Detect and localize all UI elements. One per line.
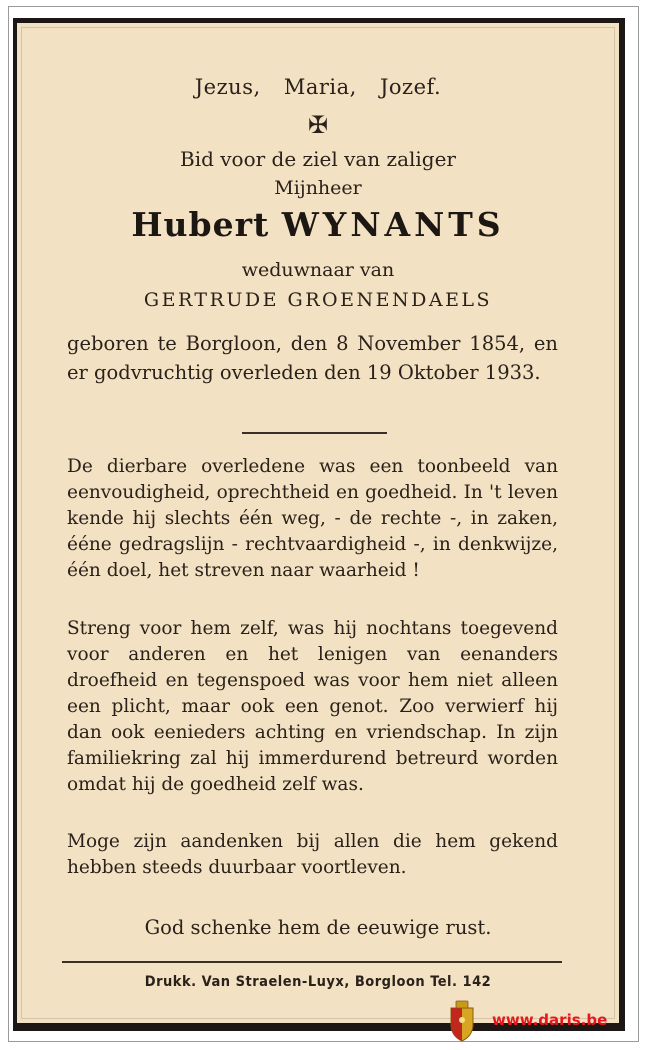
cross-icon: ✠ — [307, 111, 329, 139]
surname: WYNANTS — [281, 205, 505, 244]
coat-of-arms-icon — [447, 1000, 477, 1042]
widower-line: weduwnaar van — [241, 259, 395, 281]
invocation-text: Jezus, Maria, Jozef. — [194, 75, 442, 99]
tribute-paragraph-2: Streng voor hem zelf, was hij nochtans toegevend voor anderen en het lenigen van eenanders droefheid en tegenspoed was voor hem niet alleen een plicht, maar ook een genot. Zoo verwierf hij dan ook eenieders achting en vriendschap. In zijn familiekring zal hij immerdurend betreurd worden omdat hij de goedheid zelf was. — [67, 618, 558, 795]
deceased-name — [17, 205, 619, 244]
closing-prayer: God schenke hem de eeuwige rust. — [144, 916, 492, 939]
birth-death-paragraph: geboren te Borgloon, den 8 November 1854, en er godvruchtig overleden den 19 Oktober 1933. — [67, 332, 558, 384]
honorific-title: Mijnheer — [274, 177, 362, 199]
memorial-card — [13, 18, 625, 1031]
section-divider — [242, 432, 387, 434]
prayer-line: Bid voor de ziel van zaliger — [180, 147, 456, 171]
spouse-name: GERTRUDE GROENENDAELS — [143, 289, 493, 311]
printer-credit: Drukk. Van Straelen-Luyx, Borgloon Tel. 142 — [144, 974, 492, 990]
first-name: Hubert — [131, 205, 270, 244]
tribute-paragraph-1: De dierbare overledene was een toonbeeld van eenvoudigheid, oprechtheid en goedheid. In 't leven kende hij slechts één weg, - de rechte -, in zaken, ééne gedragslijn - rechtvaardigheid -, in denkwijze, één doel, het streven naar waarheid ! — [67, 456, 558, 581]
watermark-url[interactable]: www.daris.be — [492, 1011, 608, 1029]
tribute-paragraph-3: Moge zijn aandenken bij allen die hem gekend hebben steeds duurbaar voortleven. — [67, 831, 558, 878]
bottom-divider — [62, 961, 562, 963]
